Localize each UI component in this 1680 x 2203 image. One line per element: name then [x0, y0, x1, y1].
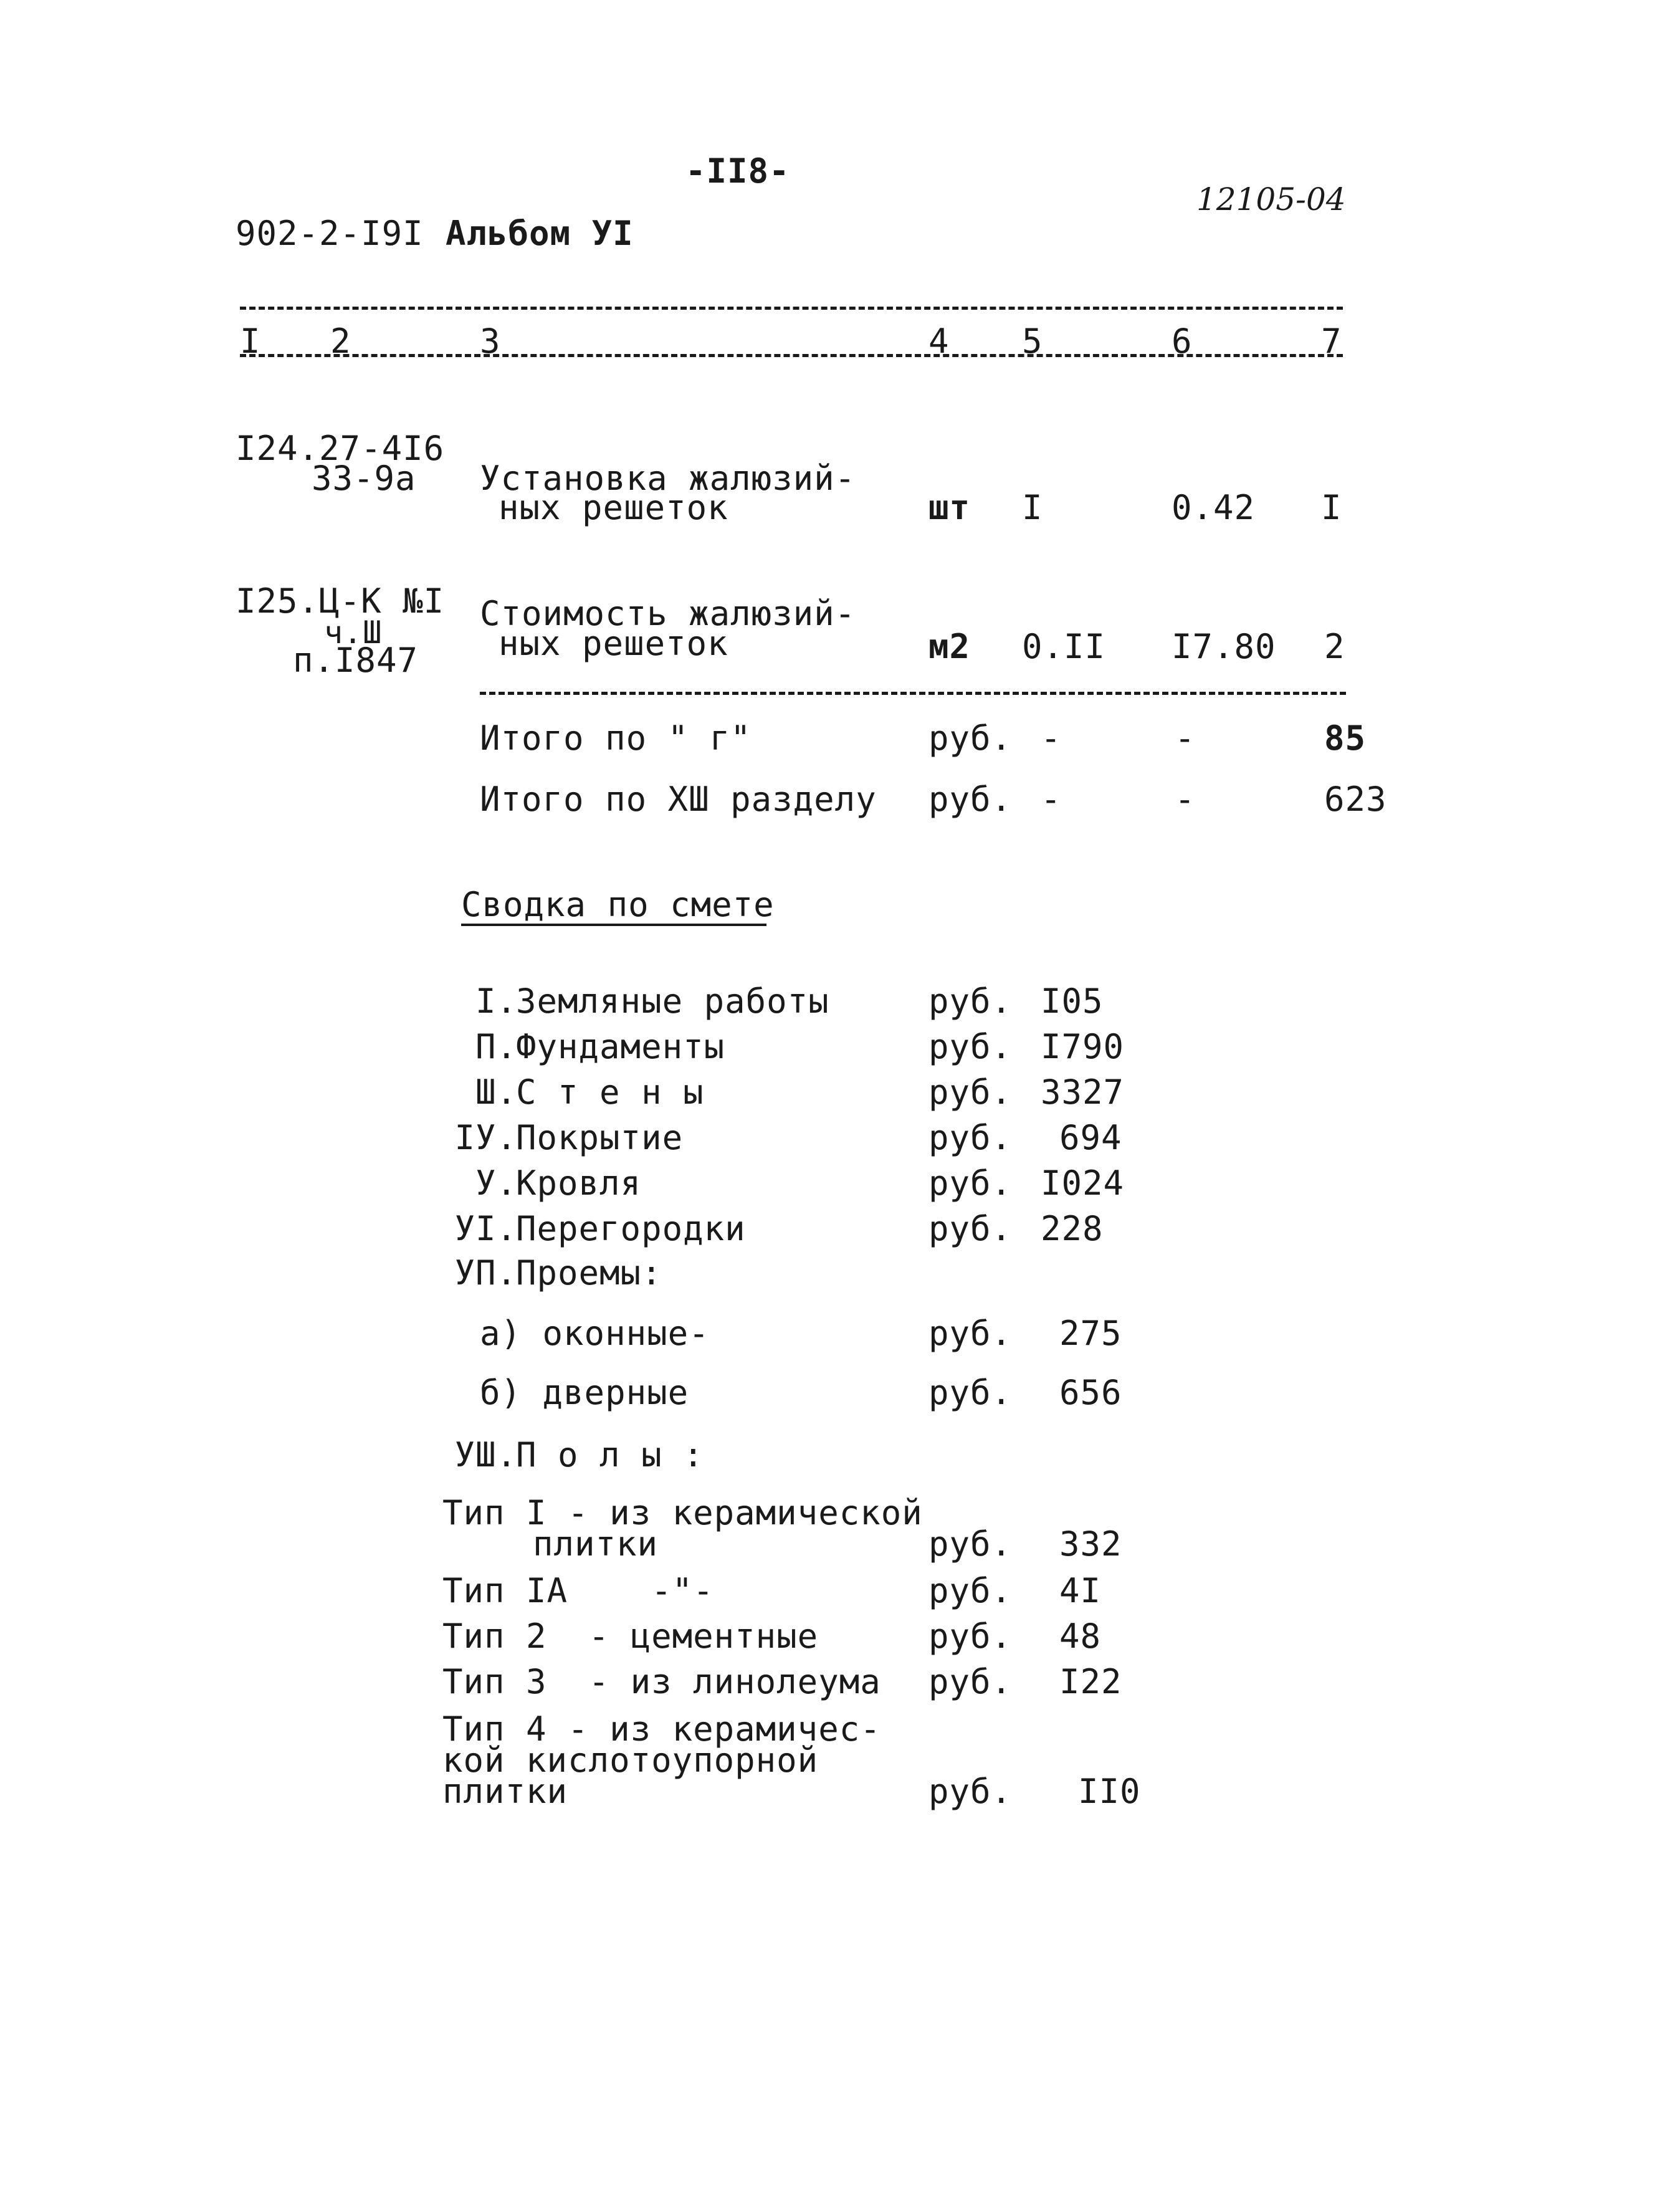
floor-unit: руб.: [928, 1772, 1013, 1811]
page-number: -II8-: [685, 151, 790, 191]
floor-label: Тип 4 - из керамичес-: [442, 1709, 881, 1749]
summary-num: УШ.: [454, 1435, 517, 1474]
handwritten-code: 12105-04: [1196, 181, 1346, 217]
item-unit: м2: [928, 627, 971, 666]
floor-value: 4I: [1059, 1571, 1102, 1610]
floor-unit: руб.: [928, 1617, 1013, 1656]
summary-title: Сводка по смете: [461, 885, 775, 924]
floor-label: Тип 3 - из линолеума: [442, 1662, 881, 1701]
summary-value: I024: [1041, 1164, 1125, 1203]
item-code: п.I847: [293, 641, 419, 680]
summary-title-underline: [461, 924, 766, 926]
summary-value: I05: [1041, 982, 1104, 1021]
summary-num: П.: [475, 1027, 517, 1066]
summary-label: Проемы:: [516, 1253, 662, 1293]
total-c6: -: [1175, 719, 1196, 758]
item-description: Установка жалюзий-: [480, 459, 856, 498]
summary-label: а) оконные-: [480, 1314, 710, 1353]
totals-rule: [480, 692, 1346, 695]
floor-value: 332: [1059, 1524, 1122, 1564]
item-cost: I: [1321, 488, 1342, 527]
summary-unit: руб.: [928, 1164, 1013, 1203]
floor-value: II0: [1078, 1772, 1141, 1811]
summary-num: УI.: [454, 1209, 517, 1248]
floor-label: Тип I - из керамической: [442, 1493, 923, 1532]
summary-label: Фундаменты: [516, 1027, 725, 1066]
total-unit: руб.: [928, 719, 1013, 758]
col-5: 5: [1022, 322, 1043, 361]
header-rule-top: [240, 307, 1343, 310]
summary-num: IУ.: [454, 1118, 517, 1157]
col-6: 6: [1172, 322, 1193, 361]
floor-label: плитки: [533, 1524, 659, 1564]
summary-value: 275: [1059, 1314, 1122, 1353]
item-qty: 0.II: [1022, 627, 1106, 666]
item-code: I25.Ц-К №I: [236, 581, 445, 621]
total-c5: -: [1041, 719, 1062, 758]
summary-label: С т е н ы: [516, 1073, 704, 1112]
summary-value: I790: [1041, 1027, 1125, 1066]
total-label: Итого по ХШ разделу: [480, 780, 877, 819]
item-code: I24.27-4I6: [236, 429, 445, 468]
item-qty: I: [1022, 488, 1043, 527]
col-2: 2: [330, 322, 351, 361]
item-price: 0.42: [1172, 488, 1256, 527]
summary-unit: руб.: [928, 1209, 1013, 1248]
summary-label: Кровля: [516, 1164, 642, 1203]
floor-unit: руб.: [928, 1662, 1013, 1701]
summary-num: УП.: [454, 1253, 517, 1293]
summary-unit: руб.: [928, 1373, 1013, 1412]
summary-num: I.: [475, 982, 517, 1021]
col-4: 4: [928, 322, 950, 361]
floor-unit: руб.: [928, 1571, 1013, 1610]
summary-unit: руб.: [928, 982, 1013, 1021]
item-code: 33-9а: [312, 459, 416, 498]
summary-value: 3327: [1041, 1073, 1125, 1112]
total-c6: -: [1175, 780, 1196, 819]
floor-label: кой кислотоупорной: [442, 1741, 819, 1780]
col-3: 3: [480, 322, 501, 361]
summary-label: б) дверные: [480, 1373, 689, 1412]
summary-label: Покрытие: [516, 1118, 684, 1157]
summary-label: Земляные работы: [516, 982, 829, 1021]
total-c7: 85: [1324, 719, 1367, 758]
floor-value: 48: [1059, 1617, 1102, 1656]
summary-label: Перегородки: [516, 1209, 746, 1248]
col-7: 7: [1321, 322, 1342, 361]
item-price: I7.80: [1172, 627, 1276, 666]
summary-label: П о л ы :: [516, 1435, 704, 1474]
col-1: I: [240, 322, 261, 361]
total-c5: -: [1041, 780, 1062, 819]
total-c7: 623: [1324, 780, 1387, 819]
total-label: Итого по " г": [480, 719, 752, 758]
summary-value: 694: [1059, 1118, 1122, 1157]
summary-unit: руб.: [928, 1073, 1013, 1112]
item-code: ч.Ш: [324, 614, 383, 651]
album-title: Альбом УI: [446, 214, 634, 253]
item-description: ных решеток: [499, 624, 728, 663]
summary-unit: руб.: [928, 1027, 1013, 1066]
header-rule-bottom: [240, 354, 1343, 357]
summary-value: 656: [1059, 1373, 1122, 1412]
summary-value: 228: [1041, 1209, 1104, 1248]
summary-num: У.: [475, 1164, 517, 1203]
item-description: ных решеток: [499, 488, 728, 527]
item-cost: 2: [1324, 627, 1345, 666]
summary-unit: руб.: [928, 1314, 1013, 1353]
floor-label: Тип 2 - цементные: [442, 1617, 819, 1656]
summary-unit: руб.: [928, 1118, 1013, 1157]
total-unit: руб.: [928, 780, 1013, 819]
floor-unit: руб.: [928, 1524, 1013, 1564]
item-description: Стоимость жалюзий-: [480, 594, 856, 633]
doc-code: 902-2-I9I: [236, 214, 424, 253]
floor-label: плитки: [442, 1772, 568, 1811]
summary-num: Ш.: [475, 1073, 517, 1112]
floor-label: Тип IА -"-: [442, 1571, 714, 1610]
item-unit: шт: [928, 488, 971, 527]
floor-value: I22: [1059, 1662, 1122, 1701]
